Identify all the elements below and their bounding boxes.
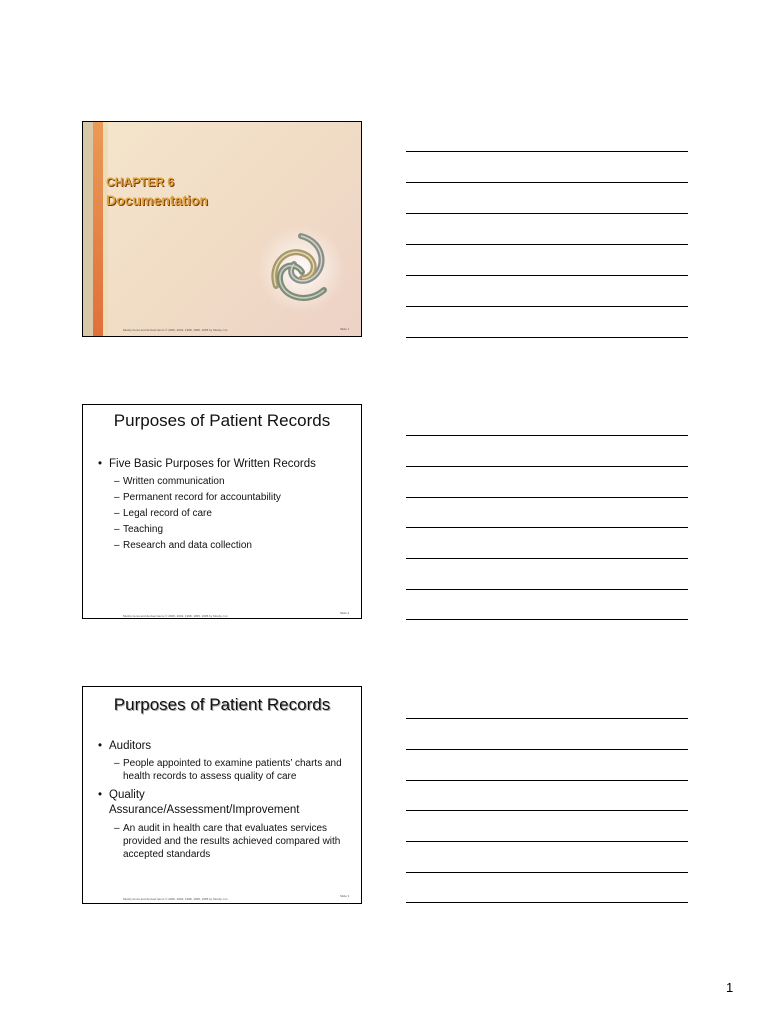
slide-number: Slide 2 bbox=[340, 611, 350, 615]
sub-bullet-item: – Research and data collection bbox=[123, 539, 252, 552]
note-line bbox=[406, 718, 688, 719]
note-line bbox=[406, 306, 688, 307]
chapter-title: Documentation bbox=[106, 192, 208, 208]
note-line bbox=[406, 780, 688, 781]
note-line bbox=[406, 497, 688, 498]
note-line bbox=[406, 589, 688, 590]
slide-2-thumbnail bbox=[82, 404, 362, 619]
slide-footer-copyright: Mosby items and derived items © 2006, 2002, 1998, 1995, 1995 by Mosby, Inc. bbox=[123, 614, 229, 618]
note-line bbox=[406, 841, 688, 842]
note-line bbox=[406, 213, 688, 214]
sub-bullet-item: – Permanent record for accountability bbox=[123, 491, 281, 504]
slide-title: Purposes of Patient Records bbox=[113, 695, 331, 714]
note-line bbox=[406, 275, 688, 276]
note-line bbox=[406, 749, 688, 750]
note-line bbox=[406, 902, 688, 903]
decorative-bar-light bbox=[103, 122, 108, 336]
slide-footer-copyright: Mosby items and derived items © 2006, 2002, 1998, 1995, 1995 by Mosby, Inc. bbox=[123, 328, 229, 332]
sub-bullet-item: – An audit in health care that evaluates services provided and the results achieved compared with accepted standards bbox=[123, 822, 351, 861]
sub-bullet-item: – Teaching bbox=[123, 523, 163, 536]
bullet-item: • Five Basic Purposes for Written Records bbox=[109, 458, 316, 470]
decorative-bar-orange bbox=[93, 122, 103, 336]
celtic-knot-icon bbox=[256, 224, 346, 314]
decorative-bar-dark bbox=[83, 122, 93, 336]
note-line bbox=[406, 872, 688, 873]
bullet-item: • Quality Assurance/Assessment/Improvement bbox=[109, 788, 334, 818]
sub-bullet-item: – People appointed to examine patients’ charts and health records to assess quality of care bbox=[123, 757, 348, 783]
note-line bbox=[406, 244, 688, 245]
note-line bbox=[406, 619, 688, 620]
note-line bbox=[406, 337, 688, 338]
slide-3-thumbnail bbox=[82, 686, 362, 904]
note-line bbox=[406, 182, 688, 183]
slide-footer-copyright: Mosby items and derived items © 2006, 2002, 1998, 1995, 1995 by Mosby, Inc. bbox=[123, 897, 229, 901]
slide-number: Slide 1 bbox=[340, 327, 350, 331]
page-number: 1 bbox=[726, 980, 734, 995]
sub-bullet-item: – Legal record of care bbox=[123, 507, 212, 520]
note-line bbox=[406, 558, 688, 559]
note-line bbox=[406, 466, 688, 467]
slide-title: Purposes of Patient Records bbox=[113, 411, 331, 430]
sub-bullet-item: – Written communication bbox=[123, 475, 225, 488]
slide-number: Slide 3 bbox=[340, 894, 350, 898]
bullet-item: • Auditors bbox=[109, 740, 151, 752]
note-line bbox=[406, 151, 688, 152]
slide-1-thumbnail bbox=[82, 121, 362, 337]
note-line bbox=[406, 435, 688, 436]
note-line bbox=[406, 527, 688, 528]
chapter-label: CHAPTER 6 bbox=[106, 175, 175, 189]
note-line bbox=[406, 810, 688, 811]
